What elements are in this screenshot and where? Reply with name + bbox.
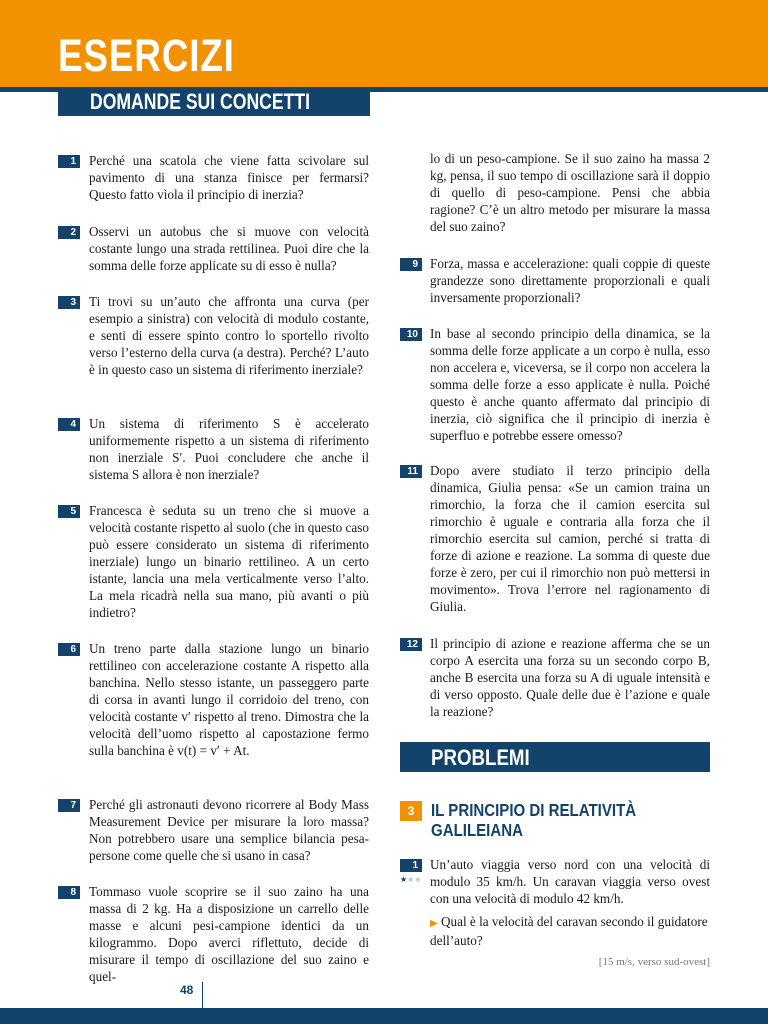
question-text: Forza, massa e accelerazione: quali coppie di queste grandezze sono direttamente proporzionali e quali inversamente proporzionali?: [430, 256, 710, 305]
question-text: Il principio di azione e reazione afferma che se un corpo A esercita una forza su un secondo corpo B, anche B esercita una forza su A di uguale intensità e di verso opposto. Quale delle due è l’azione e quale la reazione?: [430, 636, 710, 719]
page-number-rule: [202, 982, 203, 1008]
question-number: 2: [58, 226, 80, 239]
question-number: 11: [400, 465, 422, 478]
difficulty-stars: [400, 876, 422, 884]
chapter-title: IL PRINCIPIO DI RELATIVITÀ GALILEIANA: [431, 800, 637, 840]
question-number: 1: [58, 155, 80, 168]
question-text-continued: lo di un peso-campione. Se il suo zaino ha massa 2 kg, pensa, il suo tempo di oscillazione sarà il doppio di quello di peso-campione. Pensi che abbia ragione? C’è un altro metodo per misurare la massa del suo zaino?: [430, 151, 710, 234]
page-title: ESERCIZI: [58, 30, 235, 81]
question-number: 5: [58, 505, 80, 518]
problem-text: Un’auto viaggia verso nord con una velocità di modulo 35 km/h. Un caravan viaggia verso ovest con una velocità di modulo 42 km/h.: [430, 857, 710, 906]
star-filled-icon: ★: [400, 875, 408, 884]
question-text: Osservi un autobus che si muove con velocità costante lungo una strada rettilinea. Puoi dire che la somma delle forze applicate su di esso è nulla?: [89, 224, 369, 273]
question-text: Un sistema di riferimento S è accelerato uniformemente rispetto a un sistema di riferimento non inerziale S′. Puoi concludere che anche il sistema S allora è non inerziale?: [89, 416, 369, 482]
question-number: 8: [58, 886, 80, 899]
problems-heading: PROBLEMI: [431, 745, 530, 770]
question-number: 4: [58, 418, 80, 431]
sub-question-text: Qual è la velocità del caravan secondo il guidatore dell’auto?: [430, 914, 708, 948]
star-empty-icon: ★: [407, 875, 415, 884]
question-number: 7: [58, 799, 80, 812]
star-empty-icon: ★: [414, 875, 422, 884]
section-title: DOMANDE SUI CONCETTI: [90, 89, 310, 114]
question-number: 12: [400, 638, 422, 651]
question-text: Tommaso vuole scoprire se il suo zaino ha una massa di 2 kg. Ha a disposizione un carrello delle masse e alcuni pesi-campione identici da un kilogrammo. Dopo averci riflettuto, decide di misurare il tempo di oscillazione del suo zaino e quel-: [89, 884, 369, 984]
question-text: Francesca è seduta su un treno che si muove a velocità costante rispetto al suolo (che in questo caso può essere considerato un sistema di riferimento inerziale) lungo un binario rettilineo. A un certo istante, lancia una mela verticalmente verso l’alto. La mela ricadrà nella sua mano, più avanti o più indietro?: [89, 503, 369, 620]
question-text: Dopo avere studiato il terzo principio della dinamica, Giulia pensa: «Se un camion traina un rimorchio, la forza che il camion esercita sul rimorchio è uguale e contraria alla forza che il rimorchio esercita sul camion, perché si tratta di forze di azione e reazione. La somma di queste due forze è zero, per cui il rimorchio non può mettersi in movimento». Trova l’errore nel ragionamento di Giulia.: [430, 463, 710, 614]
footer-band: [0, 1008, 768, 1024]
question-text: Perché gli astronauti devono ricorrere al Body Mass Measurement Device per misurare la loro massa? Non potrebbero usare una semplice bilancia pesa-persone come quelle che si usano in casa?: [89, 797, 369, 863]
question-number: 6: [58, 643, 80, 656]
problem-number: 1: [400, 859, 422, 872]
chapter-number: 3: [400, 801, 422, 821]
question-text: Ti trovi su un’auto che affronta una curva (per esempio a sinistra) con velocità di modulo costante, e senti di essere spinto contro lo sportello rivolto verso l’esterno della curva (a destra). Perché? L’auto è in questo caso un sistema di riferimento inerziale?: [89, 294, 369, 377]
question-text: Un treno parte dalla stazione lungo un binario rettilineo con accelerazione costante A rispetto alla banchina. Nello stesso istante, un passeggero parte di corsa in avanti lungo il corridoio del treno, con velocità costante v′ rispetto al treno. Dimostra che la velocità dell’uomo rispetto al capostazione fermo sulla banchina è v(t) = v′ + At.: [89, 641, 369, 758]
question-number: 9: [400, 258, 422, 271]
question-number: 3: [58, 296, 80, 309]
triangle-bullet-icon: ▶: [430, 918, 438, 929]
question-text: In base al secondo principio della dinamica, se la somma delle forze applicate a un corpo è nulla, esso non accelera e, viceversa, se il corpo non accelera la somma delle forze a esso applicate è nulla. Poiché questo è anche quanto affermato dal principio di inerzia, ciò significa che il principio di inerzia è superfluo e potrebbe essere omesso?: [430, 326, 710, 443]
answer: [15 m/s, verso sud-ovest]: [598, 956, 710, 968]
sub-question: [430, 913, 710, 949]
page-number: 48: [180, 983, 194, 997]
question-number: 10: [400, 328, 422, 341]
question-text: Perché una scatola che viene fatta scivolare sul pavimento di una stanza finisce per fermarsi? Questo fatto vìola il principio di inerzia?: [89, 153, 369, 202]
